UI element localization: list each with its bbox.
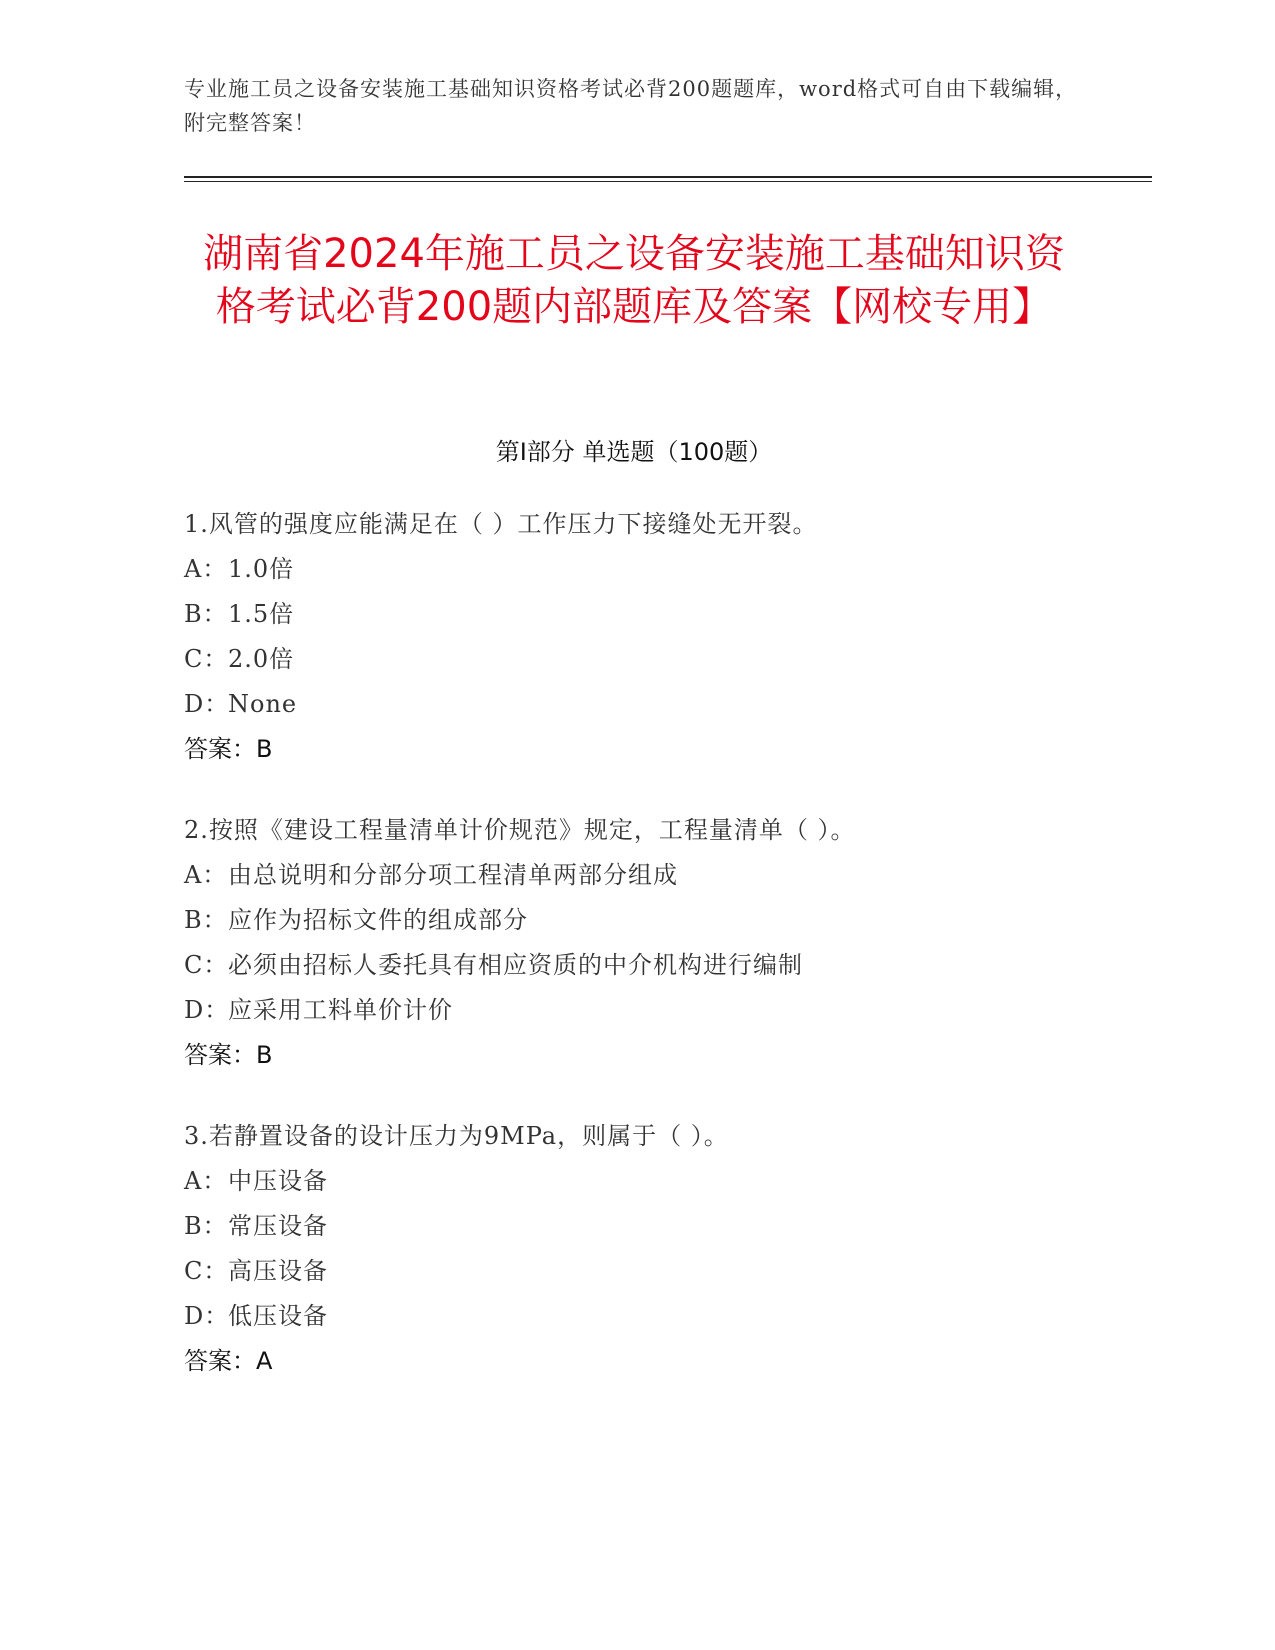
question-2 — [184, 808, 1134, 1078]
header-note: 专业施工员之设备安装施工基础知识资格考试必背200题题库，word格式可自由下载编辑，附完整答案！ — [184, 77, 1078, 135]
option-text: 2.0倍 — [228, 645, 295, 673]
header-divider-thin — [184, 181, 1152, 182]
option-c — [184, 943, 1134, 988]
option-key: B： — [184, 600, 228, 628]
header-divider-thick — [184, 176, 1152, 178]
section-title: 第I部分 单选题（100题） — [495, 438, 773, 466]
answer-value: B — [256, 735, 273, 763]
option-key: C： — [184, 1257, 229, 1285]
option-key: A： — [184, 1167, 228, 1195]
option-d — [184, 1294, 1134, 1339]
question-stem: 1.风管的强度应能满足在（ ）工作压力下接缝处无开裂。 — [184, 510, 818, 538]
question-stem: 3.若静置设备的设计压力为9MPa，则属于（ ）。 — [184, 1122, 729, 1150]
option-a — [184, 547, 1134, 592]
document-title: 湖南省2024年施工员之设备安装施工基础知识资格考试必背200题内部题库及答案【网校专用】 — [203, 231, 1065, 330]
option-key: C： — [184, 951, 229, 979]
option-text: 由总说明和分部分项工程清单两部分组成 — [228, 861, 678, 889]
option-key: A： — [184, 555, 228, 583]
option-key: B： — [184, 1212, 228, 1240]
option-text: 必须由招标人委托具有相应资质的中介机构进行编制 — [228, 951, 803, 979]
option-text: 1.0倍 — [228, 555, 295, 583]
option-b — [184, 592, 1134, 637]
option-d — [184, 988, 1134, 1033]
answer-label: 答案： — [184, 1347, 256, 1375]
option-c — [184, 1249, 1134, 1294]
option-b — [184, 898, 1134, 943]
option-text: None — [228, 690, 298, 718]
option-key: A： — [184, 861, 228, 889]
option-text: 应采用工料单价计价 — [228, 996, 453, 1024]
option-key: D： — [184, 690, 230, 718]
option-key: D： — [184, 1302, 230, 1330]
question-1 — [184, 502, 1134, 772]
option-a — [184, 1159, 1134, 1204]
option-text: 低压设备 — [228, 1302, 328, 1330]
answer-value: B — [256, 1041, 273, 1069]
question-stem: 2.按照《建设工程量清单计价规范》规定，工程量清单（ ）。 — [184, 816, 856, 844]
option-b — [184, 1204, 1134, 1249]
option-a — [184, 853, 1134, 898]
option-text: 常压设备 — [228, 1212, 328, 1240]
answer-line — [184, 1339, 1134, 1384]
option-text: 中压设备 — [228, 1167, 328, 1195]
option-key: D： — [184, 996, 230, 1024]
question-3 — [184, 1114, 1134, 1384]
option-key: B： — [184, 906, 228, 934]
option-key: C： — [184, 645, 229, 673]
answer-value: A — [256, 1347, 273, 1375]
answer-label: 答案： — [184, 1041, 256, 1069]
answer-label: 答案： — [184, 735, 256, 763]
answer-line — [184, 1033, 1134, 1078]
option-c — [184, 637, 1134, 682]
option-text: 高压设备 — [228, 1257, 328, 1285]
option-text: 1.5倍 — [228, 600, 295, 628]
answer-line — [184, 727, 1134, 772]
option-d — [184, 682, 1134, 727]
option-text: 应作为招标文件的组成部分 — [228, 906, 528, 934]
